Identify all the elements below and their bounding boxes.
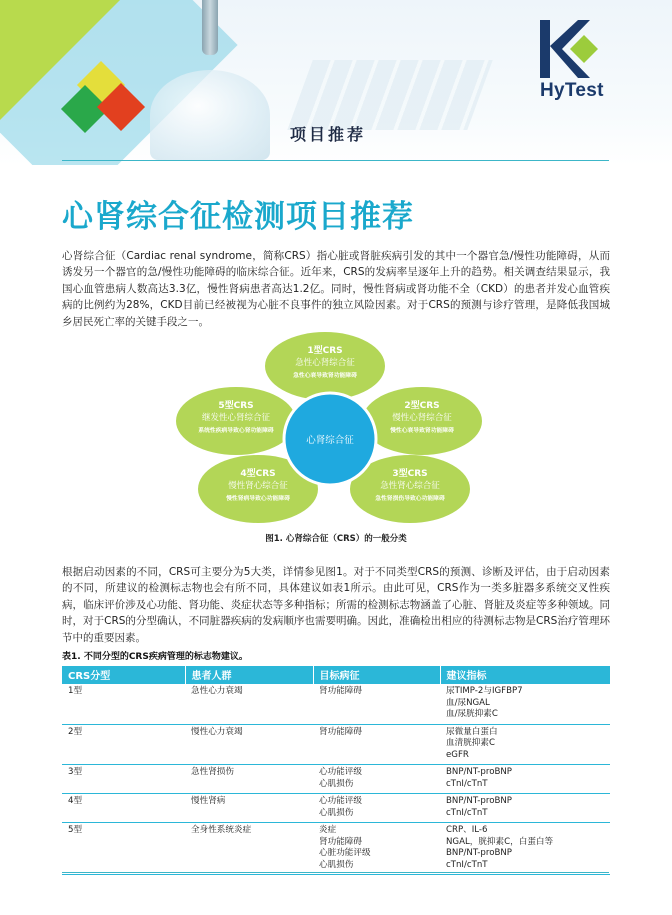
cell-markers-line: 血/尿NGAL	[446, 697, 490, 708]
cell-targets-line: 炎症	[319, 825, 337, 835]
cell-markers	[440, 823, 610, 875]
petal-crs-type-1	[265, 332, 385, 400]
flask-image	[150, 70, 270, 160]
cell-targets-line: 肾功能障碍	[319, 726, 362, 737]
center-label: 心肾综合征	[306, 435, 354, 446]
table-row	[62, 823, 610, 875]
cell-markers	[440, 765, 610, 794]
cell-targets	[313, 794, 440, 823]
cell-markers-line: eGFR	[446, 749, 469, 760]
cell-markers-line: 尿TIMP-2与IGFBP7	[446, 686, 523, 696]
column-header-markers: 建议指标	[440, 666, 610, 684]
cell-markers-line: BNP/NT-proBNP	[446, 848, 512, 858]
cell-crs-type: 2型	[62, 724, 185, 765]
petal-title: 5型CRS	[218, 401, 254, 411]
petal-note: 急性肾损伤导致心功能障碍	[375, 496, 445, 502]
cell-markers-line: CRP、IL-6	[446, 825, 488, 835]
cell-markers-line: cTnI/cTnT	[446, 778, 488, 789]
table-row	[62, 765, 610, 794]
cell-markers	[440, 794, 610, 823]
petal-subtitle: 继发性心肾综合征	[201, 413, 271, 423]
cell-crs-type: 1型	[62, 684, 185, 725]
intro-paragraph: 心肾综合征（Cardiac renal syndrome，简称CRS）指心脏或肾脏疾病引发的其中一个器官急/慢性功能障碍，从而诱发另一个器官的急/慢性功能障碍的临床综合征。近年来，CRS的发病率呈逐年上升的趋势。相关调查结果显示，我国心血管患病人数高达3.3亿，慢性肾病患者高达1.2亿。同时，慢性肾病或肾功能不全（CKD）的患者并发心血管疾病的比例约为28%，CKD目前已经被视为心脏不良事件的独立风险因素。对于CRS的预测与诊疗管理，是降低我国城乡居民死亡率的关键手段之一。	[62, 250, 610, 328]
petal-subtitle: 急性肾心综合征	[380, 481, 440, 491]
cell-markers-line: cTnI/cTnT	[446, 807, 488, 818]
table-row	[62, 794, 610, 823]
petal-note: 急性心衰导致肾功能障碍	[293, 373, 357, 379]
figure-caption: 图1. 心肾综合征（CRS）的一般分类	[265, 534, 407, 544]
table-row	[62, 724, 610, 765]
section-label: 项目推荐	[290, 125, 367, 144]
cell-markers-line: BNP/NT-proBNP	[446, 796, 512, 806]
divider	[62, 872, 609, 873]
cell-markers-line: 尿微量白蛋白	[446, 726, 498, 737]
cell-crs-type: 5型	[62, 823, 185, 875]
column-header-crs-type: CRS分型	[62, 666, 185, 684]
pipette-image	[202, 0, 218, 55]
cell-population: 急性心力衰竭	[185, 684, 313, 725]
cell-crs-type: 3型	[62, 765, 185, 794]
cell-targets-line: 心功能评级	[319, 796, 362, 806]
cell-markers-line: 血/尿胱抑素C	[446, 709, 498, 719]
petal-subtitle: 慢性心肾综合征	[392, 413, 452, 423]
cell-targets	[313, 684, 440, 725]
petal-subtitle: 慢性肾心综合征	[228, 481, 288, 491]
table-header-row	[62, 666, 610, 684]
cell-targets-line: 心肌损伤	[319, 807, 354, 818]
cell-population: 慢性肾病	[185, 794, 313, 823]
cell-targets	[313, 823, 440, 875]
cell-crs-type: 4型	[62, 794, 185, 823]
cell-population: 急性肾损伤	[185, 765, 313, 794]
petal-note: 慢性肾病导致心功能障碍	[226, 496, 290, 502]
tube-rack-image	[287, 60, 492, 130]
brand-name: HyTest	[540, 80, 604, 101]
cell-population: 慢性心力衰竭	[185, 724, 313, 765]
petal-note: 慢性心衰导致肾功能障碍	[390, 428, 454, 434]
crs-classification-diagram	[160, 326, 490, 546]
column-header-target: 目标病征	[313, 666, 440, 684]
cell-targets-line: 心肌损伤	[319, 859, 354, 870]
petal-title: 3型CRS	[392, 469, 428, 479]
petal-crs-type-5	[176, 387, 296, 455]
cell-markers-line: 血清胱抑素C	[446, 738, 495, 748]
cell-markers-line: NGAL，胱抑素C，白蛋白等	[446, 836, 554, 847]
petal-crs-type-2	[362, 387, 482, 455]
cell-targets-line: 心脏功能评级	[319, 848, 371, 858]
cell-markers-line: cTnI/cTnT	[446, 859, 488, 870]
body-paragraph: 根据启动因素的不同，CRS可主要分为5大类，详情参见图1。对于不同类型CRS的预测、诊断及评估，由于启动因素的不同，所建议的检测标志物也会有所不同，具体建议如表1所示。由此可见，CRS作为一类多脏器多系统交叉性疾病，临床评价涉及心功能、肾功能、炎症状态等多种指标；所需的检测标志物涵盖了心脏、肾脏及炎症等多种领域。同时，对于CRS的分型确认，不同脏器疾病的发病顺序也需要明确。因此，准确检出相应的待测标志物是CRS治疗管理环节中的重要因素。	[62, 566, 610, 644]
table-title: 表1. 不同分型的CRS疾病管理的标志物建议。	[62, 652, 248, 662]
cell-targets	[313, 724, 440, 765]
cell-targets-line: 心肌损伤	[319, 778, 354, 789]
table-row	[62, 684, 610, 725]
cell-targets-line: 肾功能障碍	[319, 836, 362, 847]
petal-subtitle: 急性心肾综合征	[295, 358, 355, 368]
page-title: 心肾综合征检测项目推荐	[62, 199, 414, 235]
crs-marker-table	[62, 666, 610, 875]
petal-note: 系统性疾病导致心肾功能障碍	[198, 428, 274, 434]
cell-targets-line: 肾功能障碍	[319, 686, 362, 696]
petal-title: 2型CRS	[404, 401, 440, 411]
cell-targets-line: 心功能评级	[319, 767, 362, 777]
diagram-center	[284, 393, 376, 485]
cell-population: 全身性系统炎症	[185, 823, 313, 875]
cell-markers	[440, 684, 610, 725]
column-header-population: 患者人群	[185, 666, 313, 684]
petal-title: 4型CRS	[240, 469, 276, 479]
cell-markers-line: BNP/NT-proBNP	[446, 767, 512, 777]
cell-markers	[440, 724, 610, 765]
divider	[62, 160, 609, 161]
cell-targets	[313, 765, 440, 794]
petal-title: 1型CRS	[307, 346, 343, 356]
